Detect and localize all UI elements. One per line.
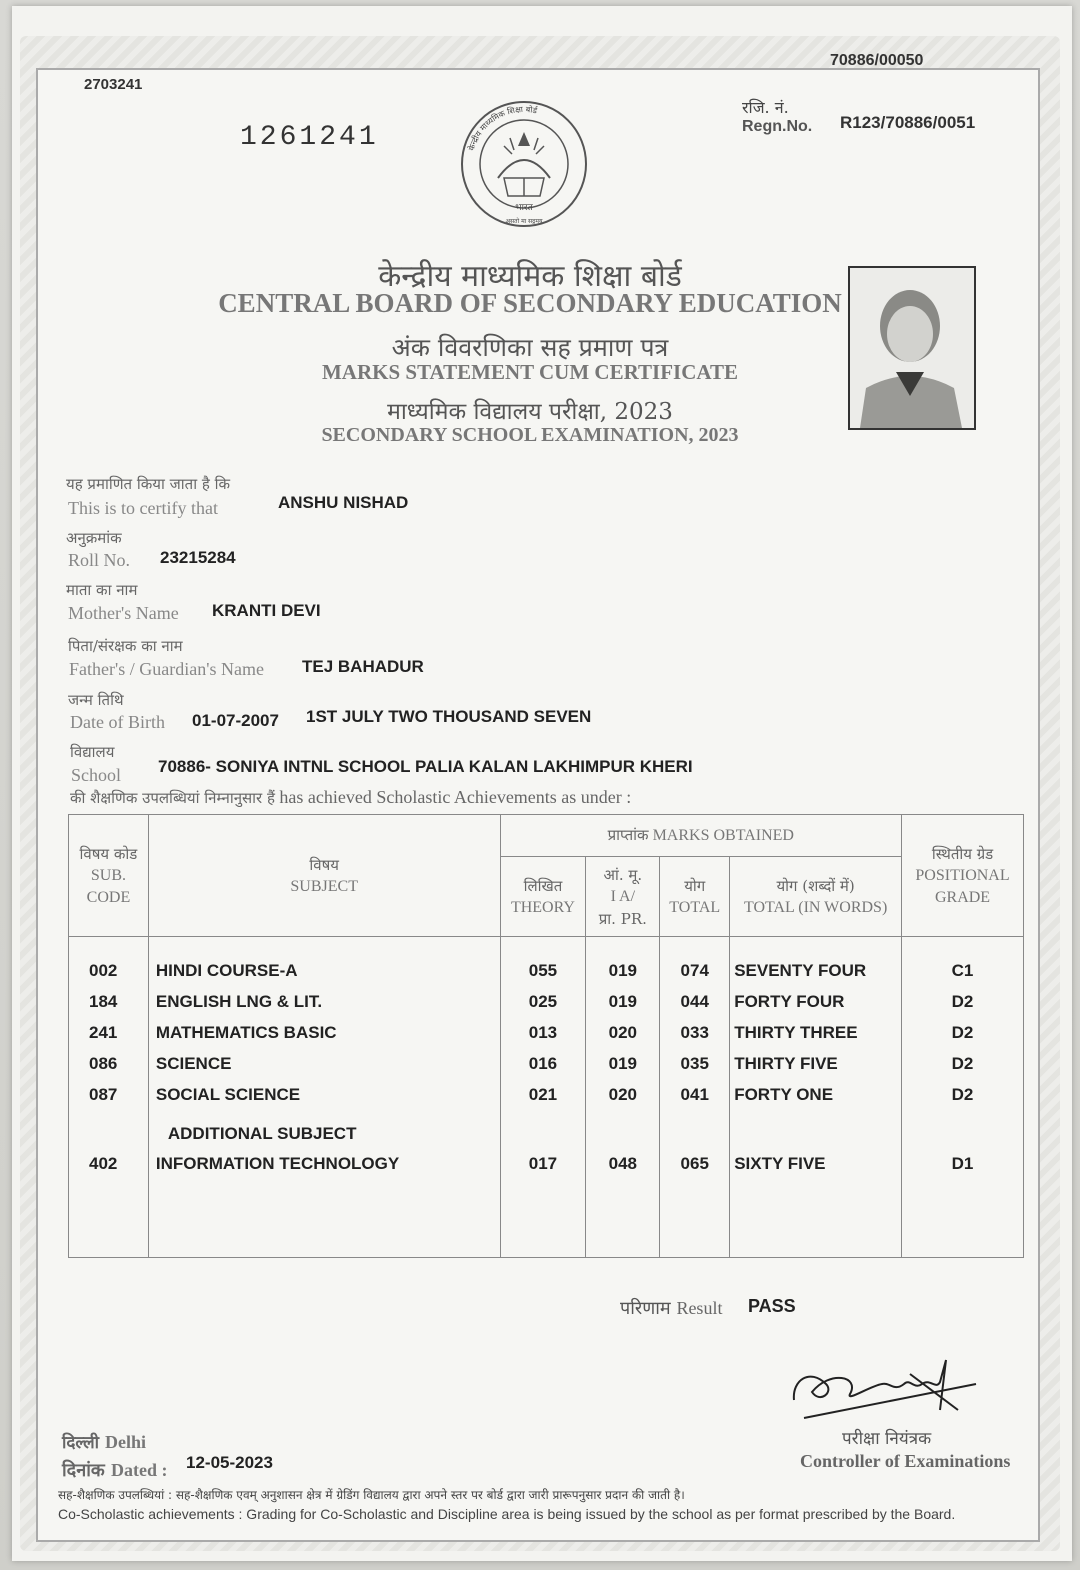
- candidate-photo: [848, 266, 976, 430]
- reference-number-top: 70886/00050: [830, 52, 924, 69]
- father-name: TEJ BAHADUR: [302, 657, 424, 676]
- grade: D1: [951, 1154, 974, 1173]
- controller-signature: [790, 1340, 980, 1430]
- column-ia: [586, 937, 660, 1258]
- regn-number: R123/70886/0051: [840, 113, 976, 132]
- controller-title-hindi: परीक्षा नियंत्रक: [842, 1429, 932, 1449]
- header-theory-hindi: लिखित: [523, 876, 563, 895]
- certify-label-hindi: यह प्रमाणित किया जाता है कि: [66, 475, 230, 493]
- subject-code: 002: [89, 961, 118, 980]
- header-total-hindi: योग: [684, 876, 706, 895]
- co-scholastic-note-hindi: सह-शैक्षणिक उपलब्धियां : सह-शैक्षणिक एवम् अनुशासन क्षेत्र में ग्रेडिंग विद्यालय द्वारा अपने स्तर पर बोर्ड द्वारा जारी प्रारूपनुसार प्रदान की जाती है।: [58, 1488, 685, 1502]
- mother-label: Mother's Name: [68, 603, 179, 623]
- board-name-hindi: केन्द्रीय माध्यमिक शिक्षा बोर्ड: [378, 259, 682, 294]
- header-sub-code: [69, 815, 149, 937]
- header-marks-english: MARKS OBTAINED: [652, 827, 794, 844]
- total-marks: 044: [680, 992, 709, 1011]
- total-in-words: SIXTY FIVE: [734, 1154, 826, 1173]
- school-label: School: [71, 765, 122, 785]
- roll-number: 23215284: [160, 548, 236, 567]
- regn-label-hindi: रजि. नं.: [742, 98, 789, 117]
- achievement-statement-hindi: की शैक्षणिक उपलब्धियां निम्नानुसार हैं: [70, 789, 275, 807]
- ia-marks: 020: [608, 1085, 638, 1104]
- father-label: Father's / Guardian's Name: [69, 659, 264, 679]
- co-scholastic-note: Co-Scholastic achievements : Grading for Co-Scholastic and Discipline area is being issued by the school as per format prescribed by the Board.: [58, 1506, 956, 1522]
- result-label-english: Result: [676, 1298, 723, 1318]
- column-codes: [69, 937, 149, 1258]
- ia-marks: 019: [608, 1054, 638, 1073]
- grade: C1: [951, 961, 974, 980]
- header-words-hindi: योग (शब्दों में): [776, 876, 855, 895]
- subject-name: HINDI COURSE-A: [155, 961, 298, 980]
- dob-label: Date of Birth: [70, 712, 165, 732]
- total-marks: 041: [680, 1085, 709, 1104]
- header-ia-pr: [586, 857, 660, 937]
- date-label-hindi: दिनांक: [62, 1460, 105, 1481]
- total-in-words: THIRTY THREE: [734, 1023, 858, 1042]
- header-grade-line2: GRADE: [934, 888, 991, 906]
- theory-marks: 025: [528, 992, 558, 1011]
- board-name: CENTRAL BOARD OF SECONDARY EDUCATION: [218, 288, 842, 318]
- header-grade-line1: POSITIONAL: [915, 866, 1010, 884]
- header-theory-english: THEORY: [510, 898, 575, 916]
- mother-name: KRANTI DEVI: [212, 601, 321, 620]
- grade: D2: [951, 992, 974, 1011]
- subject-name: ENGLISH LNG & LIT.: [155, 992, 323, 1011]
- marks-table: [68, 814, 1024, 1258]
- school-name: 70886- SONIYA INTNL SCHOOL PALIA KALAN LAKHIMPUR KHERI: [158, 757, 693, 776]
- exam-title: SECONDARY SCHOOL EXAMINATION, 2023: [321, 424, 739, 446]
- result-label-hindi: परिणाम: [620, 1298, 671, 1319]
- subject-name: SCIENCE: [155, 1054, 232, 1073]
- additional-subject-heading: ADDITIONAL SUBJECT: [167, 1124, 357, 1143]
- place-hindi: दिल्ली: [62, 1433, 100, 1453]
- subject-name: SOCIAL SCIENCE: [155, 1085, 301, 1104]
- header-total-words: [730, 857, 902, 937]
- roll-label-hindi: अनुक्रमांक: [66, 529, 122, 547]
- date-label: [62, 1458, 167, 1482]
- dob-label-hindi: जन्म तिथि: [68, 691, 124, 709]
- total-marks: 033: [680, 1023, 709, 1042]
- column-total: [660, 937, 730, 1258]
- column-grade: [902, 937, 1024, 1258]
- father-label-hindi: पिता/संरक्षक का नाम: [68, 637, 183, 655]
- signature-text: Bhardwaj: [790, 1340, 795, 1341]
- total-in-words: FORTY ONE: [734, 1085, 834, 1104]
- theory-marks: 013: [528, 1023, 558, 1042]
- achievement-statement-english: has achieved Scholastic Achievements as under :: [279, 787, 632, 807]
- dob-words: 1ST JULY TWO THOUSAND SEVEN: [306, 707, 592, 726]
- theory-marks: 016: [528, 1054, 558, 1073]
- subject-code: 086: [89, 1054, 118, 1073]
- emblem-motto: असतो मा सद्गमय: [505, 218, 543, 225]
- header-sub-code-line1: SUB.: [90, 866, 126, 884]
- grade: D2: [951, 1023, 974, 1042]
- total-in-words: SEVENTY FOUR: [734, 961, 867, 980]
- header-subject: [148, 815, 500, 937]
- emblem-center-text: भारत: [515, 203, 533, 213]
- header-ia-hindi: आं. मू.: [603, 865, 643, 884]
- header-theory: [500, 857, 586, 937]
- subject-code: 402: [89, 1154, 118, 1173]
- document-title-hindi: अंक विवरणिका सह प्रमाण पत्र: [391, 333, 669, 362]
- header-sub-code-hindi: विषय कोड: [79, 844, 138, 863]
- candidate-name: ANSHU NISHAD: [278, 493, 409, 512]
- ia-marks: 048: [608, 1154, 638, 1173]
- total-in-words: THIRTY FIVE: [734, 1054, 838, 1073]
- place: [62, 1430, 146, 1453]
- ia-marks: 019: [608, 992, 638, 1011]
- issue-date: 12-05-2023: [186, 1453, 273, 1472]
- result-value: PASS: [748, 1296, 796, 1316]
- header-total: [660, 857, 730, 937]
- subject-name: INFORMATION TECHNOLOGY: [155, 1154, 400, 1173]
- serial-number-top: 2703241: [84, 76, 143, 93]
- mother-label-hindi: माता का नाम: [66, 581, 138, 599]
- grade: D2: [951, 1085, 974, 1104]
- header-total-english: TOTAL: [669, 898, 721, 916]
- emblem-ring-text: केन्द्रीय माध्यमिक शिक्षा बोर्ड: [466, 104, 538, 152]
- place-english: Delhi: [104, 1432, 146, 1452]
- subject-code: 184: [89, 992, 118, 1011]
- grade: D2: [951, 1054, 974, 1073]
- roll-label: Roll No.: [68, 550, 131, 570]
- achievement-statement: [70, 787, 631, 808]
- total-in-words: FORTY FOUR: [734, 992, 845, 1011]
- header-grade: [902, 815, 1024, 937]
- ia-marks: 020: [608, 1023, 638, 1042]
- ia-marks: 019: [608, 961, 638, 980]
- exam-title-hindi: माध्यमिक विद्यालय परीक्षा, 2023: [387, 399, 673, 425]
- cbse-emblem-icon: [458, 98, 590, 230]
- subject-code: 087: [89, 1085, 118, 1104]
- column-theory: [500, 937, 586, 1258]
- header-subject-hindi: विषय: [309, 855, 339, 874]
- header-marks-obtained: [500, 815, 902, 857]
- header-subject-english: SUBJECT: [290, 877, 358, 895]
- header-grade-hindi: स्थितीय ग्रेड: [931, 844, 994, 863]
- regn-label: Regn.No.: [742, 118, 813, 135]
- subject-code: 241: [89, 1023, 118, 1042]
- column-total-words: [730, 937, 902, 1258]
- theory-marks: 017: [528, 1154, 558, 1173]
- certify-label: This is to certify that: [68, 498, 218, 518]
- header-sub-code-line2: CODE: [86, 888, 131, 906]
- dob-value: 01-07-2007: [192, 711, 279, 730]
- theory-marks: 055: [528, 961, 558, 980]
- theory-marks: 021: [528, 1085, 558, 1104]
- school-label-hindi: विद्यालय: [70, 743, 115, 761]
- total-marks: 035: [680, 1054, 709, 1073]
- subject-name: MATHEMATICS BASIC: [155, 1023, 337, 1042]
- result-label: [620, 1296, 722, 1320]
- header-ia-english: I A/: [610, 887, 636, 905]
- controller-title: Controller of Examinations: [800, 1451, 1011, 1471]
- date-label-english: Dated :: [110, 1460, 168, 1480]
- total-marks: 065: [680, 1154, 709, 1173]
- header-marks-hindi: प्राप्तांक: [607, 826, 649, 844]
- certificate-number: 1261241: [240, 122, 379, 153]
- header-words-english: TOTAL (IN WORDS): [743, 898, 888, 916]
- column-subjects: [148, 937, 500, 1258]
- document-title: MARKS STATEMENT CUM CERTIFICATE: [321, 360, 738, 384]
- total-marks: 074: [680, 961, 709, 980]
- header-pr: प्रा. PR.: [598, 909, 647, 928]
